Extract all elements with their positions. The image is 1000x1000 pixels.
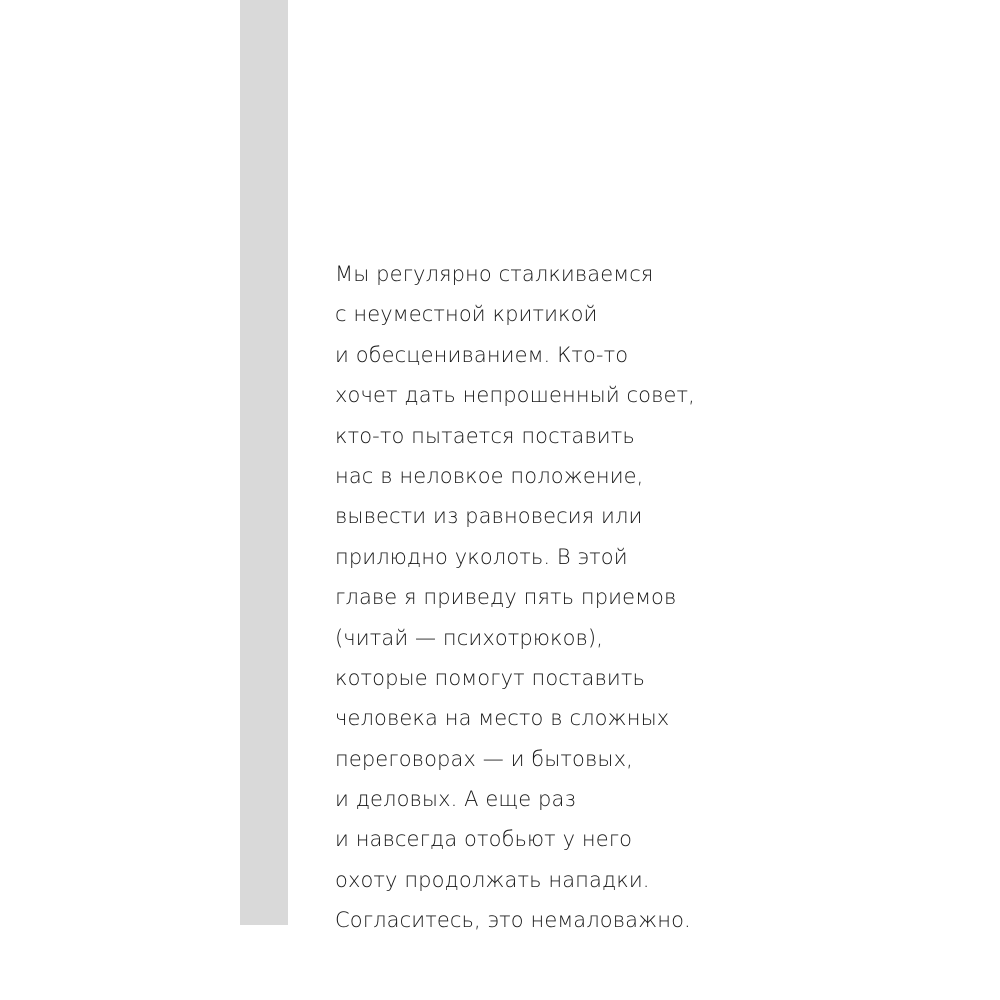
paragraph-line: хочет дать непрошенный совет,	[335, 383, 695, 408]
paragraph-line: переговорах — и бытовых,	[335, 746, 633, 771]
paragraph-line: и деловых. А еще раз	[335, 787, 576, 812]
paragraph-line: и обесцениванием. Кто-то	[335, 342, 629, 367]
paragraph-line: нас в неловкое положение,	[335, 463, 644, 488]
decorative-side-bar	[240, 0, 288, 925]
paragraph-line: и навсегда отобьют у него	[335, 827, 633, 852]
paragraph-line: Мы регулярно сталкиваемся	[335, 262, 654, 286]
paragraph-line: кто-то пытается поставить	[335, 423, 635, 448]
paragraph-line: (читай — психотрюков),	[335, 625, 604, 650]
paragraph-line: человека на место в сложных	[335, 706, 670, 731]
paragraph-line: которые помогут поставить	[335, 665, 645, 690]
body-paragraph	[335, 254, 975, 941]
paragraph-line: с неуместной критикой	[335, 302, 598, 327]
paragraph-line: главе я приведу пять приемов	[335, 585, 677, 610]
paragraph-line: охоту продолжать нападки.	[335, 867, 650, 892]
paragraph-line: Согласитесь, это немаловажно.	[335, 908, 691, 933]
paragraph-line: вывести из равновесия или	[335, 504, 643, 529]
paragraph-line: прилюдно уколоть. В этой	[335, 544, 628, 569]
